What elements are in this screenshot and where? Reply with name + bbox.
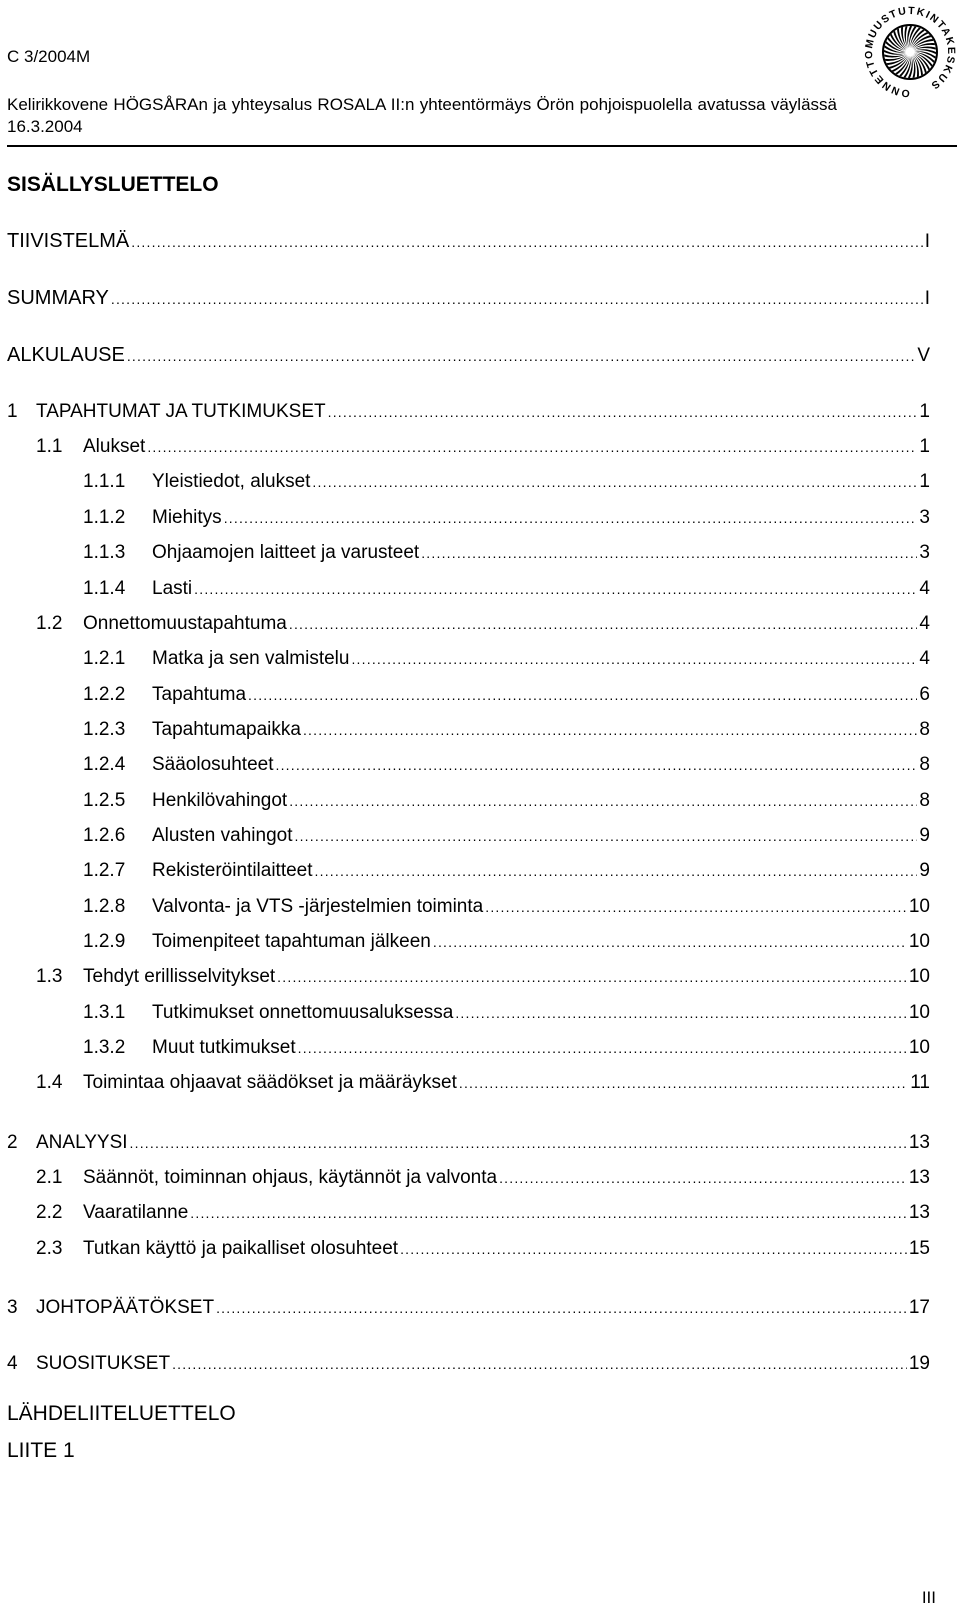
toc-entry-page: 10 [908, 931, 930, 952]
toc-entry[interactable] [83, 506, 930, 530]
toc-entry[interactable] [83, 789, 930, 813]
toc-entry-number: 1.3.1 [83, 1002, 126, 1023]
toc-entry[interactable] [36, 435, 930, 459]
toc-leader-dots [421, 541, 917, 565]
toc-entry-page: 4 [919, 648, 930, 669]
toc-leader-dots [111, 287, 923, 311]
toc-entry-page: 4 [919, 578, 930, 599]
toc-heading: SISÄLLYSLUETTELO [7, 173, 219, 196]
toc-leader-dots [459, 1071, 908, 1095]
toc-entry[interactable] [7, 1296, 930, 1320]
toc-entry-label: TAPAHTUMAT JA TUTKIMUKSET [36, 401, 326, 422]
toc-entry-page: V [917, 345, 930, 366]
toc-entry-number: 1.2.6 [83, 825, 126, 846]
toc-entry[interactable] [83, 859, 930, 883]
toc-entry[interactable] [36, 612, 930, 636]
toc-leader-dots [433, 930, 907, 954]
toc-leader-dots [303, 718, 917, 742]
toc-leader-dots [295, 824, 918, 848]
toc-entry-label: SUOSITUKSET [36, 1353, 171, 1374]
toc-entry-label: Lasti [152, 578, 193, 599]
toc-entry-label: JOHTOPÄÄTÖKSET [36, 1297, 215, 1318]
toc-entry-number: 1.1.2 [83, 507, 126, 528]
toc-entry-label: Alukset [83, 436, 146, 457]
toc-entry-label: Matka ja sen valmistelu [152, 648, 350, 669]
toc-entry-number: 1.1.4 [83, 578, 126, 599]
toc-entry-label: Yleistiedot, alukset [152, 471, 311, 492]
toc-entry[interactable] [7, 343, 930, 367]
toc-leader-dots [127, 344, 915, 368]
toc-leader-dots [216, 1296, 907, 1320]
toc-entry-number: 1.1.3 [83, 542, 126, 563]
toc-entry-page: 9 [919, 825, 930, 846]
document-title: Kelirikkovene HÖGSÅRAn ja yhteysalus ROSALA II:n yhteentörmäys Örön pohjoispuolella avatussa väylässä 16.3.2004 [7, 95, 837, 136]
svg-text:ONNETTOMUUSTUTKINTAKESKUS [863, 5, 957, 99]
toc-entry-label: Tehdyt erillisselvitykset [83, 966, 276, 987]
toc-entry-page: 19 [908, 1353, 930, 1374]
toc-entry-page: 8 [919, 719, 930, 740]
toc-leader-dots [131, 230, 922, 254]
toc-entry-page: 13 [908, 1202, 930, 1223]
toc-entry-number: 1.4 [36, 1072, 63, 1093]
toc-entry[interactable] [83, 895, 930, 919]
toc-leader-dots [499, 1166, 907, 1190]
toc-entry-label: Säännöt, toiminnan ohjaus, käytännöt ja valvonta [83, 1167, 498, 1188]
toc-entry-number: 1.3 [36, 966, 63, 987]
toc-entry-page: 10 [908, 1037, 930, 1058]
toc-entry-page: 10 [908, 1002, 930, 1023]
toc-entry[interactable] [83, 541, 930, 565]
toc-entry[interactable] [83, 1036, 930, 1060]
toc-entry-label: Valvonta- ja VTS -järjestelmien toiminta [152, 896, 484, 917]
toc-leader-dots [315, 859, 918, 883]
toc-entry-page: 13 [908, 1132, 930, 1153]
toc-entry-label: Muut tutkimukset [152, 1037, 296, 1058]
toc-entry-page: 1 [919, 471, 930, 492]
toc-entry-page: 1 [919, 436, 930, 457]
toc-entry-page: I [924, 231, 930, 252]
toc-leader-dots [194, 577, 917, 601]
toc-leader-dots [276, 753, 918, 777]
toc-entry-page: 10 [908, 966, 930, 987]
toc-entry-number: 1.2.5 [83, 790, 126, 811]
toc-entry-number: 1.1 [36, 436, 63, 457]
toc-entry-label: ALKULAUSE [7, 344, 125, 366]
header-divider [7, 145, 957, 147]
toc-leader-dots [351, 647, 917, 671]
toc-entry-number: 1.1.1 [83, 471, 126, 492]
logo-spoke [907, 26, 912, 48]
toc-entry-number: 2.2 [36, 1202, 63, 1223]
toc-entry-label: TIIVISTELMÄ [7, 230, 130, 252]
toc-entry[interactable] [36, 1166, 930, 1190]
toc-entry-page: 3 [919, 507, 930, 528]
toc-leader-dots [248, 683, 917, 707]
toc-entry-page: 10 [908, 896, 930, 917]
toc-entry[interactable] [83, 824, 930, 848]
toc-entry-label: Henkilövahingot [152, 790, 288, 811]
toc-entry-label: Tutkan käyttö ja paikalliset olosuhteet [83, 1238, 399, 1259]
toc-entry[interactable] [83, 577, 930, 601]
toc-entry-page: 3 [919, 542, 930, 563]
toc-entry[interactable] [7, 1352, 930, 1376]
toc-leader-dots [312, 470, 917, 494]
toc-entry-page: 15 [908, 1238, 930, 1259]
toc-entry-label: Miehitys [152, 507, 222, 528]
toc-leader-dots [147, 435, 917, 459]
toc-entry-number: 1.2.2 [83, 684, 126, 705]
toc-entry[interactable] [36, 965, 930, 989]
toc-entry-label: Toimintaa ohjaavat säädökset ja määräykset [83, 1072, 457, 1093]
logo-spoke [914, 49, 936, 54]
toc-entry-number: 3 [7, 1297, 18, 1318]
toc-entry[interactable] [83, 647, 930, 671]
toc-entry-page: I [924, 288, 930, 309]
toc-entry-number: 4 [7, 1353, 18, 1374]
toc-entry-page: 17 [908, 1297, 930, 1318]
toc-entry[interactable] [36, 1071, 930, 1095]
toc-entry[interactable] [7, 286, 930, 310]
document-code: C 3/2004M [7, 47, 91, 66]
toc-entry-label: Tapahtuma [152, 684, 247, 705]
toc-entry-number: 2.1 [36, 1167, 63, 1188]
toc-entry-label: Ohjaamojen laitteet ja varusteet [152, 542, 420, 563]
appendix-heading: LIITE 1 [7, 1439, 75, 1462]
onnettomuustutkintakeskus-logo-icon [858, 0, 960, 104]
toc-entry-number: 1.2 [36, 613, 63, 634]
toc-entry-number: 2.3 [36, 1238, 63, 1259]
toc-entry[interactable] [83, 1001, 930, 1025]
toc-leader-dots [485, 895, 907, 919]
toc-entry-page: 8 [919, 790, 930, 811]
toc-entry-label: Tutkimukset onnettomuusaluksessa [152, 1002, 454, 1023]
toc-leader-dots [130, 1131, 907, 1155]
toc-entry-label: Toimenpiteet tapahtuman jälkeen [152, 931, 431, 952]
toc-leader-dots [289, 789, 917, 813]
toc-entry[interactable] [7, 229, 930, 253]
toc-leader-dots [190, 1201, 907, 1225]
toc-entry[interactable] [83, 930, 930, 954]
toc-entry[interactable] [36, 1237, 930, 1261]
logo-spoke [908, 56, 913, 78]
toc-entry-page: 9 [919, 860, 930, 881]
toc-entry-label: SUMMARY [7, 287, 109, 309]
toc-entry-number: 1.2.4 [83, 754, 126, 775]
toc-entry-label: Vaaratilanne [83, 1202, 189, 1223]
toc-entry[interactable] [7, 1131, 930, 1155]
references-heading: LÄHDELIITELUETTELO [7, 1402, 236, 1425]
toc-entry-number: 1.3.2 [83, 1037, 126, 1058]
toc-entry-number: 2 [7, 1132, 18, 1153]
toc-entry-number: 1.2.1 [83, 648, 126, 669]
toc-entry[interactable] [36, 1201, 930, 1225]
toc-entry-number: 1.2.7 [83, 860, 126, 881]
toc-leader-dots [455, 1001, 907, 1025]
toc-leader-dots [277, 965, 907, 989]
toc-entry-page: 11 [910, 1072, 930, 1093]
toc-entry[interactable] [83, 753, 930, 777]
toc-leader-dots [224, 506, 918, 530]
logo-spoke [884, 50, 906, 55]
toc-entry-label: Alusten vahingot [152, 825, 293, 846]
toc-entry-label: Onnettomuustapahtuma [83, 613, 287, 634]
toc-leader-dots [328, 400, 918, 424]
page-number: III [921, 1588, 936, 1607]
toc-entry-page: 6 [919, 684, 930, 705]
toc-entry-label: ANALYYSI [36, 1132, 128, 1153]
toc-entry-number: 1.2.8 [83, 896, 126, 917]
toc-entry[interactable] [83, 683, 930, 707]
toc-leader-dots [172, 1352, 907, 1376]
toc-entry[interactable] [7, 400, 930, 424]
toc-entry-label: Tapahtumapaikka [152, 719, 301, 740]
toc-entry-number: 1.2.9 [83, 931, 126, 952]
logo-ring-text: ONNETTOMUUSTUTKINTAKESKUS [862, 4, 958, 100]
toc-entry-page: 4 [919, 613, 930, 634]
toc-entry-number: 1.2.3 [83, 719, 126, 740]
toc-entry-label: Rekisteröintilaitteet [152, 860, 313, 881]
toc-entry-page: 13 [908, 1167, 930, 1188]
toc-entry-number: 1 [7, 401, 18, 422]
toc-leader-dots [289, 612, 918, 636]
toc-leader-dots [400, 1237, 907, 1261]
toc-entry-page: 8 [919, 754, 930, 775]
toc-entry[interactable] [83, 470, 930, 494]
toc-entry-label: Sääolosuhteet [152, 754, 274, 775]
toc-entry-page: 1 [919, 401, 930, 422]
toc-leader-dots [298, 1036, 907, 1060]
toc-entry[interactable] [83, 718, 930, 742]
